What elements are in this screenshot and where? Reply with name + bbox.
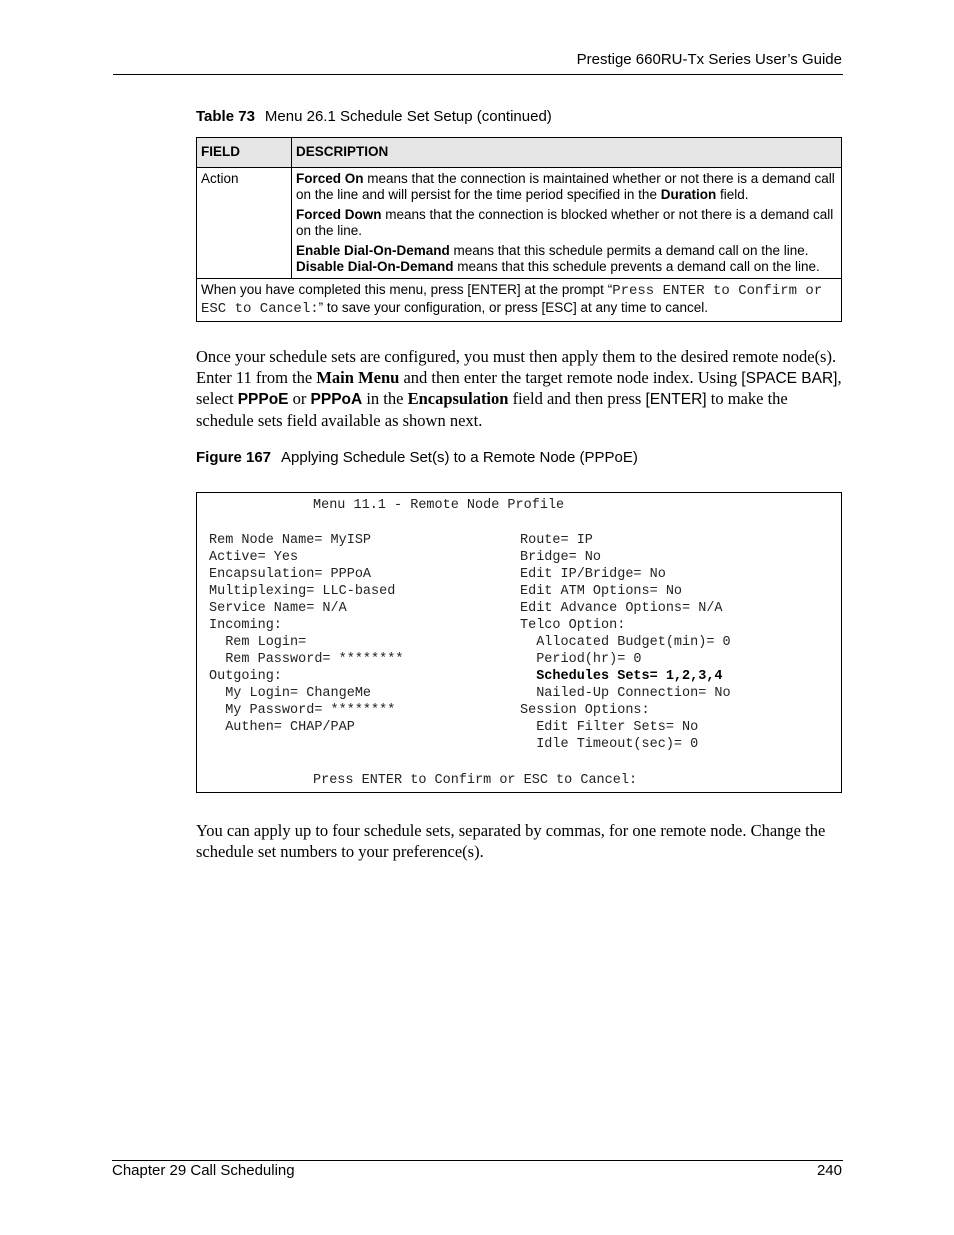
screen-right-line: Session Options: xyxy=(520,703,650,718)
screen-right-line: Edit Filter Sets= No xyxy=(520,720,699,735)
forced-on-end: field. xyxy=(716,186,749,202)
terminal-screen xyxy=(196,492,842,793)
schedule-set-table xyxy=(196,137,842,322)
enable-dod-text: means that this schedule permits a demand call on the line. xyxy=(449,243,809,258)
running-header: Prestige 660RU-Tx Series User’s Guide xyxy=(576,51,842,68)
screen-right-line: Edit Advance Options= N/A xyxy=(520,601,723,616)
screen-left-line: Active= Yes xyxy=(209,550,299,565)
screen-right-line: Nailed-Up Connection= No xyxy=(520,686,731,701)
description-cell xyxy=(292,168,842,279)
screen-left-line: Encapsulation= PPPoA xyxy=(209,567,372,582)
forced-down-term: Forced Down xyxy=(296,207,382,222)
table-caption-text: Menu 26.1 Schedule Set Setup (continued) xyxy=(264,108,552,125)
screen-right-line: Allocated Budget(min)= 0 xyxy=(520,635,731,650)
screen-right-line: Route= IP xyxy=(520,533,593,548)
encapsulation-term: Encapsulation xyxy=(407,389,509,408)
para-text: Once your schedule sets are configured, you must then apply them to the desired remote node(s). Enter 11 from the xyxy=(196,347,837,387)
screen-left-line: Rem Password= ******** xyxy=(209,652,404,667)
screen-left-line: Service Name= N/A xyxy=(209,601,347,616)
intro-paragraph xyxy=(196,347,842,431)
closing-paragraph: You can apply up to four schedule sets, separated by commas, for one remote node. Change the schedule set numbers to your preference(s). xyxy=(196,821,826,861)
table-footer-row xyxy=(197,279,842,322)
screen-left-line: Authen= CHAP/PAP xyxy=(209,720,355,735)
para-text: in the xyxy=(362,389,408,408)
enable-dod-term: Enable Dial-On-Demand xyxy=(296,243,450,258)
screen-left-line: My Password= ******** xyxy=(209,703,396,718)
para-text: , select xyxy=(196,367,842,408)
para-text: and then enter the target remote node index. Using xyxy=(399,367,742,387)
screen-right-line: Idle Timeout(sec)= 0 xyxy=(520,737,699,752)
forced-on-text: means that the connection is maintained whether or not there is a demand call on the line and will persist for the time period specified in the xyxy=(296,171,835,202)
footer-rule xyxy=(112,1160,843,1161)
figure-label: Figure 167 xyxy=(196,449,272,466)
field-cell: Action xyxy=(197,168,292,279)
page-number: 240 xyxy=(816,1162,842,1179)
pppoa-term: PPPoA xyxy=(310,391,363,408)
screen-right-line: Edit IP/Bridge= No xyxy=(520,567,666,582)
duration-term: Duration xyxy=(660,186,717,202)
screen-left-line: My Login= ChangeMe xyxy=(209,686,372,701)
main-menu-term: Main Menu xyxy=(316,367,400,387)
col-field-header: FIELD xyxy=(197,138,292,168)
disable-dod-text: means that this schedule prevents a demand call on the line. xyxy=(453,258,820,274)
footer-prompt: Press ENTER to Confirm or ESC to Cancel: xyxy=(201,283,823,317)
para-text: field and then press xyxy=(508,389,646,408)
screen-left-line: Rem Node Name= MyISP xyxy=(209,533,372,548)
screen-right-line: Bridge= No xyxy=(520,550,602,565)
table-header-row xyxy=(197,138,842,168)
screen-left-line: Incoming: xyxy=(209,618,282,633)
footer-pre: When you have completed this menu, press [ENTER] at the prompt “ xyxy=(201,282,613,297)
para-text: or xyxy=(288,389,311,408)
table-caption xyxy=(196,108,552,125)
footer-post: ” to save your configuration, or press [ESC] at any time to cancel. xyxy=(318,299,709,315)
table-row xyxy=(197,168,842,279)
table-footer-cell xyxy=(197,279,842,322)
figure-caption xyxy=(196,449,638,466)
chapter-footer: Chapter 29 Call Scheduling xyxy=(112,1162,295,1179)
schedule-sets-line: Schedules Sets= 1,2,3,4 xyxy=(520,669,723,684)
enter-key: [ENTER] xyxy=(645,391,707,408)
disable-dod-term: Disable Dial-On-Demand xyxy=(296,258,454,274)
forced-on-desc xyxy=(296,171,836,202)
pppoe-term: PPPoE xyxy=(237,391,289,408)
figure-caption-text: Applying Schedule Set(s) to a Remote Node (PPPoE) xyxy=(281,449,638,466)
forced-on-term: Forced On xyxy=(296,171,364,186)
col-description-header: DESCRIPTION xyxy=(292,138,842,168)
screen-title: Menu 11.1 - Remote Node Profile xyxy=(313,498,565,513)
space-bar-key: [SPACE BAR] xyxy=(741,369,838,387)
dial-on-demand-desc xyxy=(296,243,836,274)
screen-right-line: Period(hr)= 0 xyxy=(520,652,642,667)
header-rule xyxy=(113,74,843,75)
screen-left-line: Outgoing: xyxy=(209,669,282,684)
table-label: Table 73 xyxy=(196,108,255,125)
para-text: to make the schedule sets field available as shown next. xyxy=(196,389,788,430)
screen-right-line: Telco Option: xyxy=(520,618,626,633)
forced-down-desc xyxy=(296,207,836,238)
screen-prompt: Press ENTER to Confirm or ESC to Cancel: xyxy=(313,773,638,788)
screen-left-line: Multiplexing= LLC-based xyxy=(209,584,396,599)
screen-right-line: Edit ATM Options= No xyxy=(520,584,683,599)
forced-down-text: means that the connection is blocked whether or not there is a demand call on the line. xyxy=(296,207,834,238)
screen-left-line: Rem Login= xyxy=(209,635,307,650)
